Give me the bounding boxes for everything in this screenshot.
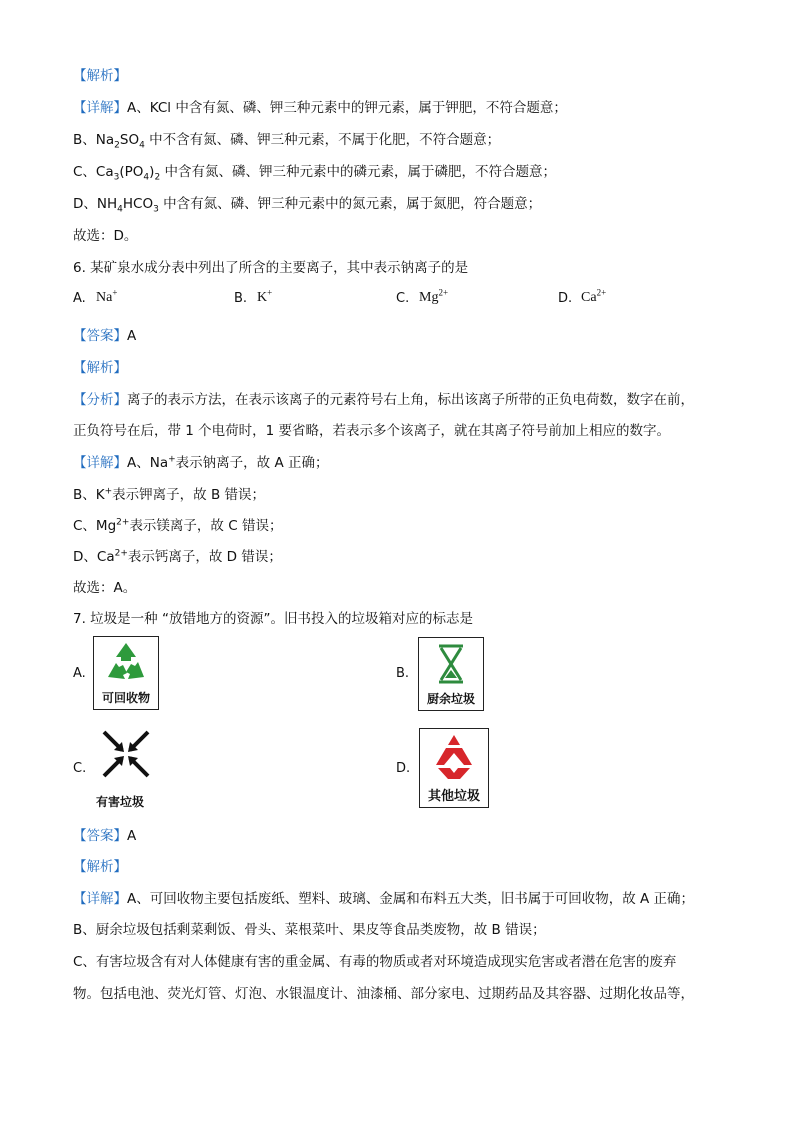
formula-sub: 4: [143, 172, 150, 183]
detail-text: 表示钾离子，故 B 错误；: [112, 487, 266, 503]
formula-text: C、Ca: [73, 164, 114, 180]
ion-symbol: Ca: [581, 290, 597, 305]
q7-option-c-letter: C.: [73, 761, 87, 776]
recyclable-label: 可回收物: [101, 691, 150, 705]
detail-tag: 【详解】: [73, 891, 127, 907]
ion-charge: 2+: [596, 287, 607, 298]
kitchen-waste-sign: [418, 637, 484, 711]
question-6: 6. 某矿泉水成分表中列出了所含的主要离子，其中表示钠离子的是: [73, 260, 469, 276]
recyclable-sign: [93, 636, 159, 710]
fenxi-tag: 【分析】: [73, 392, 127, 408]
q6-option-b-letter: B.: [234, 291, 248, 306]
kitchen-waste-label: 厨余垃圾: [426, 692, 475, 706]
ion-charge: 2+: [116, 517, 130, 528]
formula-text: ): [149, 164, 155, 180]
q7-detail-c-2: 物。包括电池、荧光灯管、灯泡、水银温度计、油漆桶、部分家电、过期药品及其容器、过期化妆品等，: [73, 986, 694, 1002]
q6-option-d: [581, 287, 607, 306]
q7-option-d-letter: D.: [396, 761, 411, 776]
q7-detail-a: [73, 889, 694, 909]
ion-charge: +: [168, 454, 176, 465]
q6-option-a-letter: A.: [73, 291, 86, 306]
q7-analysis-tag: 【解析】: [73, 859, 127, 875]
ion-charge: +: [267, 287, 273, 298]
detail-text: 表示钙离子，故 D 错误；: [127, 549, 282, 565]
other-waste-label: 其他垃圾: [427, 789, 480, 804]
ion-text: A、Na: [127, 455, 169, 471]
ion-charge: +: [112, 287, 118, 298]
q6-detail-a: [73, 453, 328, 473]
detail-text: 表示钠离子，故 A 正确；: [175, 455, 329, 471]
recycle-icon: [94, 637, 158, 689]
q6-detail-d: [73, 547, 282, 567]
detail-a-text: A、KCl 中含有氮、磷、钾三种元素中的钾元素，属于钾肥，不符合题意；: [127, 100, 567, 116]
formula-text: D、NH: [73, 196, 118, 212]
other-waste-sign: [419, 728, 489, 808]
ion-charge: +: [104, 486, 113, 497]
detail-d-text: 中含有氮、磷、钾三种元素中的氮元素，属于氮肥，符合题意；: [158, 196, 542, 212]
formula-sub: 4: [139, 140, 145, 151]
other-waste-icon: [420, 729, 488, 785]
detail-text: A、可回收物主要包括废纸、塑料、玻璃、金属和布料五大类，旧书属于可回收物，故 A 正确；: [127, 891, 695, 907]
detail-b-text: 中不含有氮、磷、钾三种元素，不属于化肥，不符合题意；: [144, 132, 501, 148]
q7-detail-b: B、厨余垃圾包括剩菜剩饭、骨头、菜根菜叶、果皮等食品类废物，故 B 错误；: [73, 922, 546, 938]
hazardous-label: 有害垃圾: [96, 795, 145, 809]
select-answer: 故选：D。: [73, 228, 138, 244]
formula-sub: 4: [117, 204, 123, 215]
q6-option-a: [96, 287, 118, 306]
detail-b: [73, 130, 500, 150]
formula-text: HCO: [122, 196, 154, 212]
ion-text: B、K: [73, 487, 105, 503]
detail-text: 表示镁离子，故 C 错误；: [129, 518, 283, 534]
ion-charge: 2+: [114, 548, 128, 559]
detail-d: [73, 194, 541, 214]
q7-answer: [73, 826, 136, 846]
q6-detail-c: [73, 516, 282, 536]
formula-sub: 3: [153, 204, 159, 215]
q6-option-d-letter: D.: [558, 291, 573, 306]
q6-option-b: [257, 287, 273, 306]
answer-tag: 【答案】: [73, 328, 127, 344]
formula-text: (PO: [119, 164, 144, 180]
ion-text: D、Ca: [73, 549, 115, 565]
detail-tag: 【详解】: [73, 455, 127, 471]
ion-symbol: Mg: [419, 290, 439, 305]
q6-fenxi-1: [73, 390, 694, 410]
q6-fenxi-2: 正负符号在后，带 1 个电荷时，1 要省略，若表示多个该离子，就在其离子符号前加上相应的数字。: [73, 423, 671, 439]
formula-sub: 3: [113, 172, 120, 183]
answer-value: A: [127, 828, 137, 844]
hazardous-icon-box: [96, 728, 156, 780]
formula-sub: 2: [114, 140, 120, 151]
answer-tag: 【答案】: [73, 828, 127, 844]
detail-c: [73, 162, 556, 182]
q6-option-c: [419, 287, 449, 306]
q6-answer: [73, 326, 136, 346]
q6-detail-b: [73, 485, 265, 505]
q6-analysis-tag: 【解析】: [73, 360, 127, 376]
ion-text: C、Mg: [73, 518, 117, 534]
q6-option-c-letter: C.: [396, 291, 410, 306]
detail-a: [73, 98, 567, 118]
q7-option-b-letter: B.: [396, 666, 410, 681]
formula-text: B、Na: [73, 132, 115, 148]
ion-symbol: K: [257, 290, 268, 305]
formula-sub: 2: [154, 172, 161, 183]
answer-value: A: [127, 328, 137, 344]
question-7: 7. 垃圾是一种 “放错地方的资源”。旧书投入的垃圾箱对应的标志是: [73, 611, 473, 627]
hourglass-icon: [419, 638, 483, 690]
formula-text: SO: [119, 132, 140, 148]
q6-select-answer: 故选：A。: [73, 580, 137, 596]
detail-tag: 【详解】: [73, 100, 127, 116]
q7-option-a-letter: A.: [73, 666, 86, 681]
hazard-arrows-icon: [96, 728, 156, 780]
q7-detail-c-1: C、有害垃圾含有对人体健康有害的重金属、有毒的物质或者对环境造成现实危害或者潜在危害的废弃: [73, 954, 677, 970]
fenxi-text: 离子的表示方法，在表示该离子的元素符号右上角，标出该离子所带的正负电荷数，数字在前，: [127, 392, 694, 408]
ion-charge: 2+: [438, 287, 449, 298]
analysis-tag: 【解析】: [73, 68, 127, 84]
ion-symbol: Na: [96, 290, 113, 305]
detail-c-text: 中含有氮、磷、钾三种元素中的磷元素，属于磷肥，不符合题意；: [160, 164, 556, 180]
